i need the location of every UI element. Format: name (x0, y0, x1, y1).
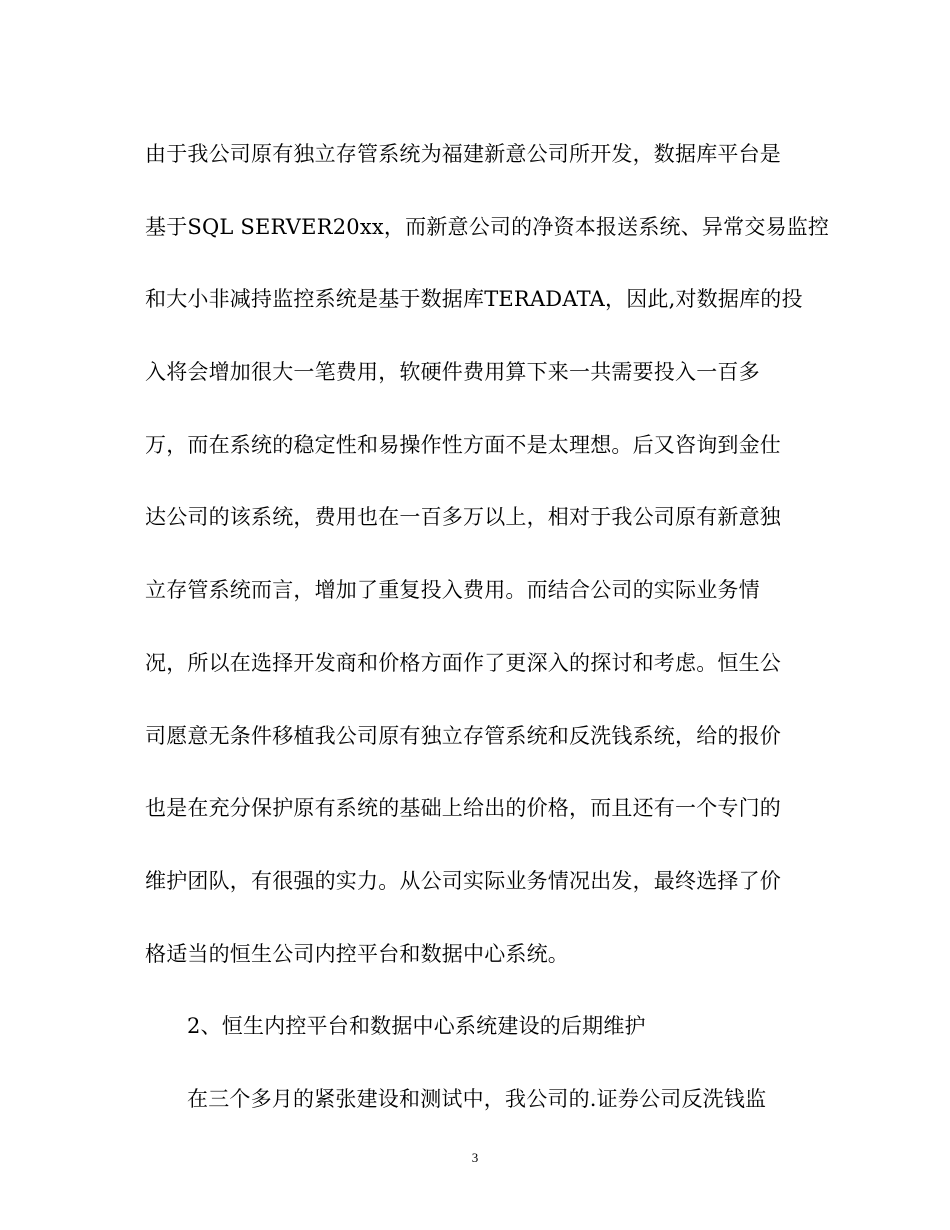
paragraph-line-7: 立存管系统而言，增加了重复投入费用。而结合公司的实际业务情 (145, 578, 760, 603)
paragraph-line-1: 由于我公司原有独立存管系统为福建新意公司所开发，数据库平台是 (145, 142, 781, 166)
body-text (145, 118, 830, 1136)
paragraph-start-line: 在三个多月的紧张建设和测试中，我公司的.证券公司反洗钱监 (187, 1086, 767, 1111)
paragraph-line-10: 也是在充分保护原有系统的基础上给出的价格，而且还有一个专门的 (145, 796, 781, 821)
paragraph-line-12: 格适当的恒生公司内控平台和数据中心系统。 (145, 941, 569, 966)
paragraph-line-2: 基于SQL SERVER20xx，而新意公司的净资本报送系统、异常交易监控 (145, 214, 830, 239)
paragraph-line-11: 维护团队，有很强的实力。从公司实际业务情况出发，最终选择了价 (145, 868, 781, 893)
paragraph-line-9: 司愿意无条件移植我公司原有独立存管系统和反洗钱系统，给的报价 (145, 723, 781, 748)
paragraph-line-8: 况，所以在选择开发商和价格方面作了更深入的探讨和考虑。恒生公 (145, 650, 781, 675)
paragraph-line-3: 和大小非减持监控系统是基于数据库TERADATA，因此,对数据库的投 (145, 287, 803, 312)
section-heading: 2、恒生内控平台和数据中心系统建设的后期维护 (187, 1014, 646, 1039)
paragraph-line-4: 入将会增加很大一笔费用，软硬件费用算下来一共需要投入一百多 (145, 360, 760, 385)
page-number: 3 (471, 1150, 479, 1165)
paragraph-line-6: 达公司的该系统，费用也在一百多万以上，相对于我公司原有新意独 (145, 505, 781, 530)
paragraph-line-5: 万，而在系统的稳定性和易操作性方面不是太理想。后又咨询到金仕 (145, 432, 781, 457)
